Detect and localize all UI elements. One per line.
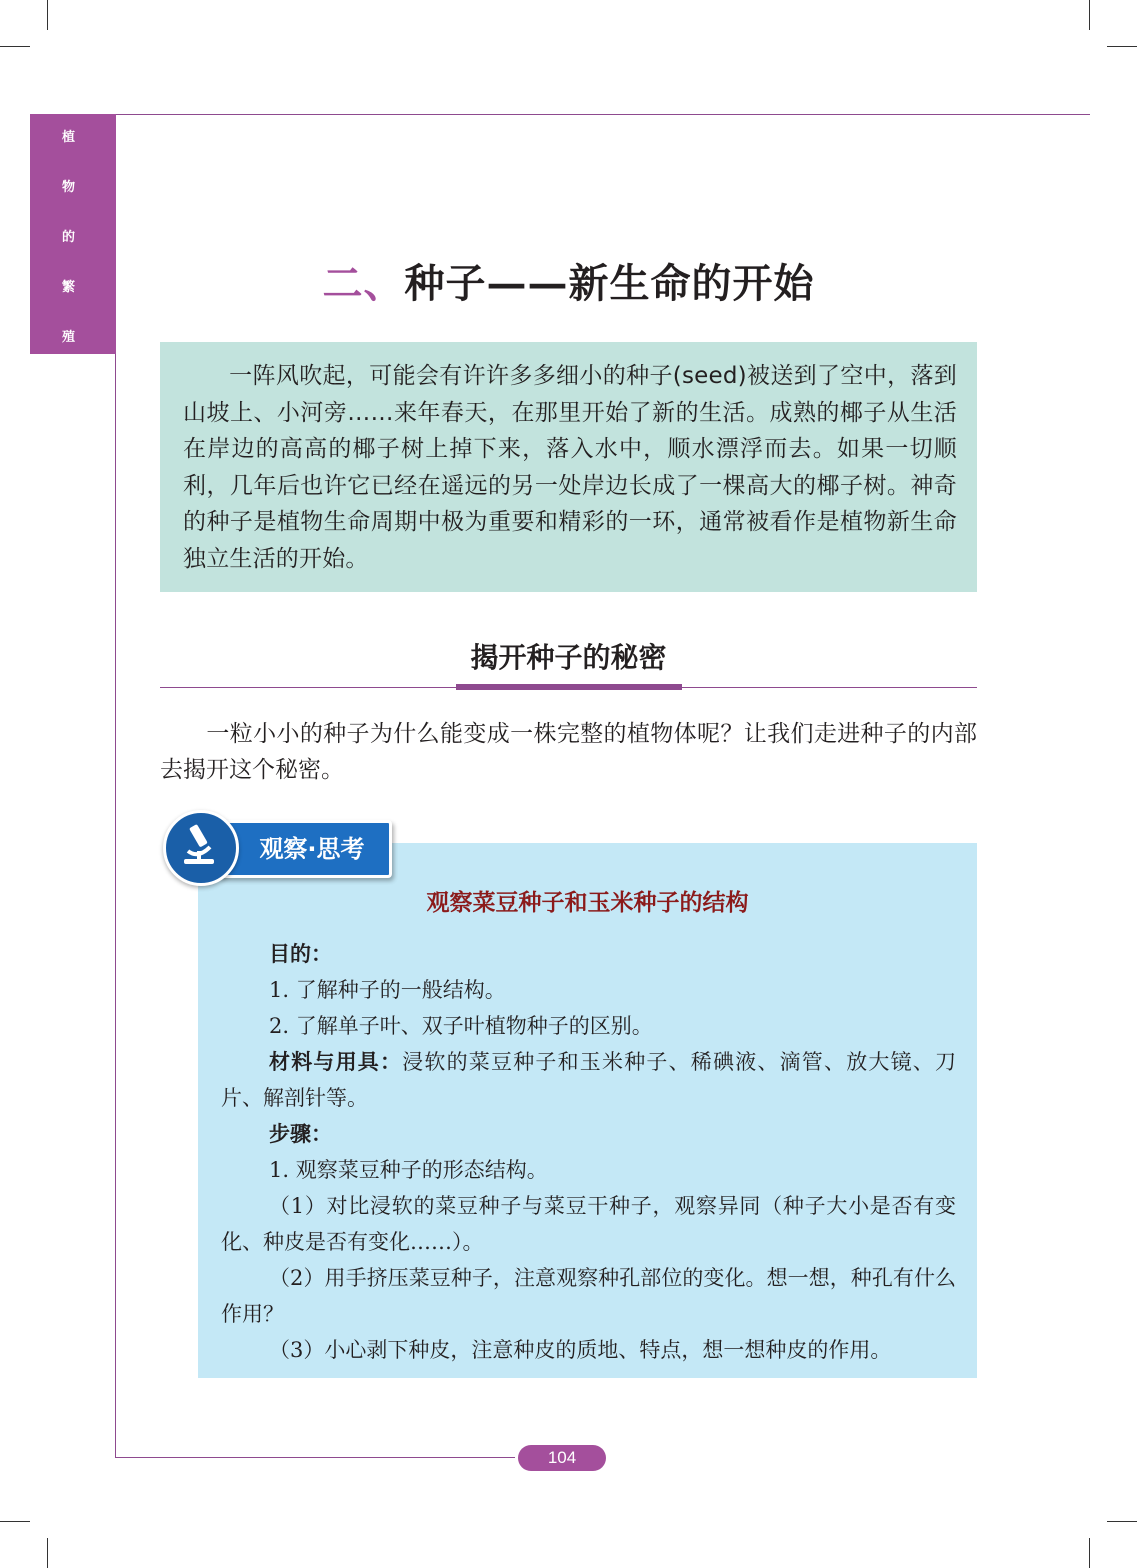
materials-label: 材料与用具： <box>269 1050 403 1074</box>
crop-mark <box>47 0 48 30</box>
side-tab-char: 植 <box>62 130 76 145</box>
page-number: 104 <box>518 1445 606 1471</box>
microscope-icon <box>168 815 228 875</box>
section-title: 揭开种子的秘密 <box>470 641 667 674</box>
body-text: 一粒小小的种子为什么能变成一株完整的植物体呢？让我们走进种子的内部去揭开这个秘密。 <box>160 721 977 783</box>
crop-mark <box>1107 1521 1137 1522</box>
step-item: （1）对比浸软的菜豆种子与菜豆干种子，观察异同（种子大小是否有变化、种皮是否有变化……）。 <box>221 1194 956 1254</box>
section-underline <box>456 684 682 690</box>
step-item: （3）小心剥下种皮，注意种皮的质地、特点，想一想种皮的作用。 <box>269 1338 892 1362</box>
step-item: 1. 观察菜豆种子的形态结构。 <box>269 1158 548 1182</box>
observe-title: 观察菜豆种子和玉米种子的结构 <box>426 890 749 916</box>
chapter-title <box>0 252 1137 309</box>
materials-line <box>221 1044 956 1116</box>
side-tab-char: 的 <box>62 230 76 245</box>
intro-text: 一阵风吹起，可能会有许许多多细小的种子(seed)被送到了空中，落到山坡上、小河旁……来年春天，在那里开始了新的生活。成熟的椰子从生活在岸边的高高的椰子树上掉下来，落入水中，顺水漂浮而去。如果一切顺利，几年后也许它已经在遥远的另一处岸边长成了一棵高大的椰子树。神奇的种子是植物生命周期中极为重要和精彩的一环，通常被看作是植物新生命独立生活的开始。 <box>183 363 957 572</box>
observe-badge-label <box>218 820 392 878</box>
steps-label: 步骤： <box>269 1122 332 1146</box>
materials-text: 浸软的菜豆种子和玉米种子、稀碘液、滴管、放大镜、刀片、解剖针等。 <box>221 1050 957 1110</box>
crop-mark <box>1089 0 1090 30</box>
crop-mark <box>1089 1538 1090 1568</box>
crop-mark <box>1107 46 1137 47</box>
crop-mark <box>0 1521 30 1522</box>
frame-top-rule <box>115 114 1090 115</box>
chapter-number: 二、 <box>322 260 405 307</box>
purpose-item: 1. 了解种子的一般结构。 <box>269 978 506 1002</box>
observe-content <box>221 936 956 1368</box>
step-item: （2）用手挤压菜豆种子，注意观察种孔部位的变化。想一想，种孔有什么作用？ <box>221 1266 956 1326</box>
body-paragraph <box>160 716 977 788</box>
observe-badge-text: 观察·思考 <box>259 835 365 863</box>
chapter-title-text: 种子——新生命的开始 <box>404 260 815 307</box>
crop-mark <box>0 46 30 47</box>
purpose-item: 2. 了解单子叶、双子叶植物种子的区别。 <box>269 1014 653 1038</box>
side-tab-char: 殖 <box>62 330 76 345</box>
purpose-label: 目的： <box>269 942 332 966</box>
frame-bottom-rule <box>115 1457 515 1458</box>
crop-mark <box>47 1538 48 1568</box>
side-tab-char: 繁 <box>62 280 76 295</box>
side-chapter-tab <box>30 114 116 354</box>
intro-paragraph <box>183 358 957 577</box>
side-tab-char: 物 <box>62 180 76 195</box>
